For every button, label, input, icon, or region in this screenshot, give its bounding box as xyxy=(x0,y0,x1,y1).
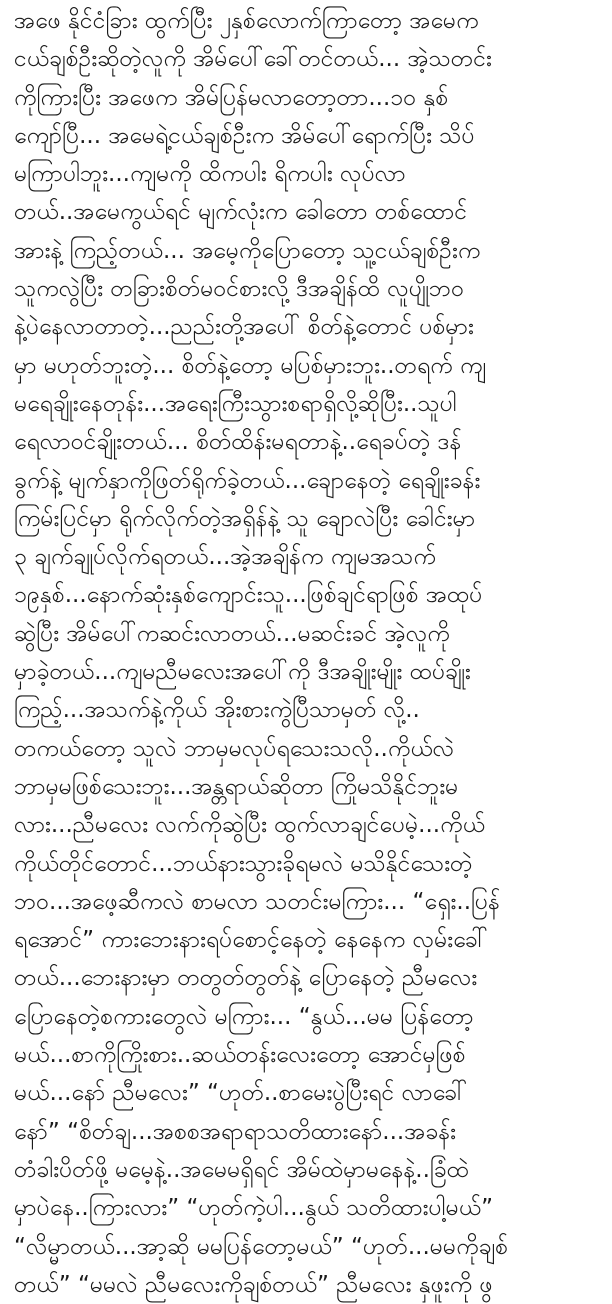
story-line: မှာပဲနေ..ကြားလား” “ဟုတ်ကဲ့ပါ...နွယ် သတိထားပါ့မယ်” xyxy=(14,1195,493,1222)
story-line: ၁၉နှစ်...နောက်ဆုံးနှစ်ကျောင်းသူ...ဖြစ်ချင်ရာဖြစ် အထုပ် xyxy=(14,582,483,609)
story-line: လား...ညီမလေး လက်ကိုဆွဲပြီး ထွက်လာချင်ပေမဲ့...ကိုယ် xyxy=(14,812,485,839)
story-line: တံခါးပိတ်ဖို့ မမေ့နဲ့..အမေမရှိရင် အိမ်ထဲမှာမနေနဲ့..ခြံထဲ xyxy=(14,1156,469,1183)
story-line: ပြောနေတဲ့စကားတွေလဲ မကြား... “နွယ်...မမ ပြန်တော့ xyxy=(14,1003,474,1030)
story-line: မှာခဲ့တယ်...ကျမညီမလေးအပေါ်ကို ဒီအချိုးမျိုး ထပ်ချိုး xyxy=(14,659,471,686)
story-line: ကြည့်...အသက်နဲ့ကိုယ် အိုးစားကွဲပြီသာမှတ် လို့.. xyxy=(14,697,420,724)
story-line: နော်” “စိတ်ချ...အစစအရာရာသတိထားနော်...အခန်း xyxy=(14,1118,456,1145)
story-line: ကြမ်းပြင်မှာ ရိုက်လိုက်တဲ့အရှိန်နဲ့ သူ ချောလဲပြီး ခေါင်းမှာ xyxy=(14,505,476,532)
story-text xyxy=(14,2,598,1304)
story-line: အဖေ နိုင်ငံခြား ထွက်ပြီး ၂နှစ်လောက်ကြာတော့ အမေက xyxy=(14,8,479,34)
story-line: ငယ်ချစ်ဦးဆိုတဲ့လူကို အိမ်ပေါ်ခေါ်တင်တယ်... အဲ့သတင်း xyxy=(14,46,492,73)
story-line: ဘာမှမဖြစ်သေးဘူး...အန္တရာယ်ဆိုတာ ကြိုမသိနိုင်ဘူးမ xyxy=(14,773,459,800)
story-line: တယ်” “မမလဲ ညီမလေးကိုချစ်တယ်” ညီမလေး နှဖူးကို ဖွ xyxy=(14,1271,493,1298)
story-line: ခွက်နဲ့ မျက်နှာကိုဖြတ်ရိုက်ခဲ့တယ်...ချောနေတဲ့ ရေချိုးခန်း xyxy=(14,467,481,494)
story-line: နဲ့ပဲနေလာတာတဲ့...ညည်းတို့အပေါ် စိတ်နဲ့တောင် ပစ်မှား xyxy=(14,314,474,341)
story-line: ဘဝ...အဖေ့ဆီကလဲ စာမလာ သတင်းမကြား... “ရှေး..ပြန် xyxy=(14,888,500,915)
story-line: မရေချိုးနေတုန်း...အရေးကြီးသွားစရာရှိလို့ဆိုပြီး..သူပါ xyxy=(14,390,457,417)
story-line: ကိုယ်တိုင်တောင်...ဘယ်နားသွားခိုရမလဲ မသိနိုင်သေးတဲ့ xyxy=(14,850,473,877)
story-line: တကယ်တော့ သူလဲ ဘာမှမလုပ်ရသေးသလို..ကိုယ်လဲ xyxy=(14,735,455,762)
story-line: မယ်...စာကိုကြိုးစား..ဆယ်တန်းလေးတော့ အောင်မှဖြစ် xyxy=(14,1042,466,1069)
story-line: ၃ ချက်ချုပ်လိုက်ရတယ်...အဲ့အချိန်က ကျမအသက် xyxy=(14,544,436,571)
story-line: တယ်..အမေကွယ်ရင် မျက်လုံးက ခေါတော တစ်ထောင် xyxy=(14,199,468,226)
story-line: တယ်...ဘေးနားမှာ တတွတ်တွတ်နဲ့ ပြောနေတဲ့ ညီမလေး xyxy=(14,965,478,992)
story-line: သူကလွဲပြီး တခြားစိတ်မဝင်စားလို့ ဒီအချိန်ထိ လူပျိုဘဝ xyxy=(14,276,464,303)
story-line: ရအောင်” ကားဘေးနားရပ်စောင့်နေတဲ့ နေနေက လှမ်းခေါ် xyxy=(14,927,489,954)
story-line: “လိမ္မာတယ်...အာ့ဆို မမပြန်တော့မယ်” “ဟုတ်...မမကိုချစ် xyxy=(14,1233,509,1260)
story-line: မှာ မဟုတ်ဘူးတဲ့... စိတ်နဲ့တော့ မပြစ်မှားဘူး..တရက် ကျ xyxy=(14,352,487,379)
story-line: ရေလာဝင်ချိုးတယ်... စိတ်ထိန်းမရတာနဲ့..ရေခပ်တဲ့ ဒန် xyxy=(14,429,462,456)
story-line: မကြာပါဘူး...ကျမကို ထိကပါး ရိကပါး လုပ်လာ xyxy=(14,161,406,188)
story-line: မယ်...နော် ညီမလေး” “ဟုတ်..စာမေးပွဲပြီးရင် လာခေါ် xyxy=(14,1080,468,1107)
story-line: ကျော်ပြီ... အမေရဲ့ငယ်ချစ်ဦးက အိမ်ပေါ်ရောက်ပြီး သိပ် xyxy=(14,122,475,149)
story-line: ဆွဲပြီး အိမ်ပေါ်ကဆင်းလာတယ်...မဆင်းခင် အဲ့လူကို xyxy=(14,620,450,647)
story-line: ကိုကြားပြီး အဖေက အိမ်ပြန်မလာတော့တာ...၁၀ နှစ် xyxy=(14,84,449,111)
story-line: အားနဲ့ ကြည့်တယ်... အမေ့ကိုပြောတော့ သူ့ငယ်ချစ်ဦးက xyxy=(14,237,481,264)
